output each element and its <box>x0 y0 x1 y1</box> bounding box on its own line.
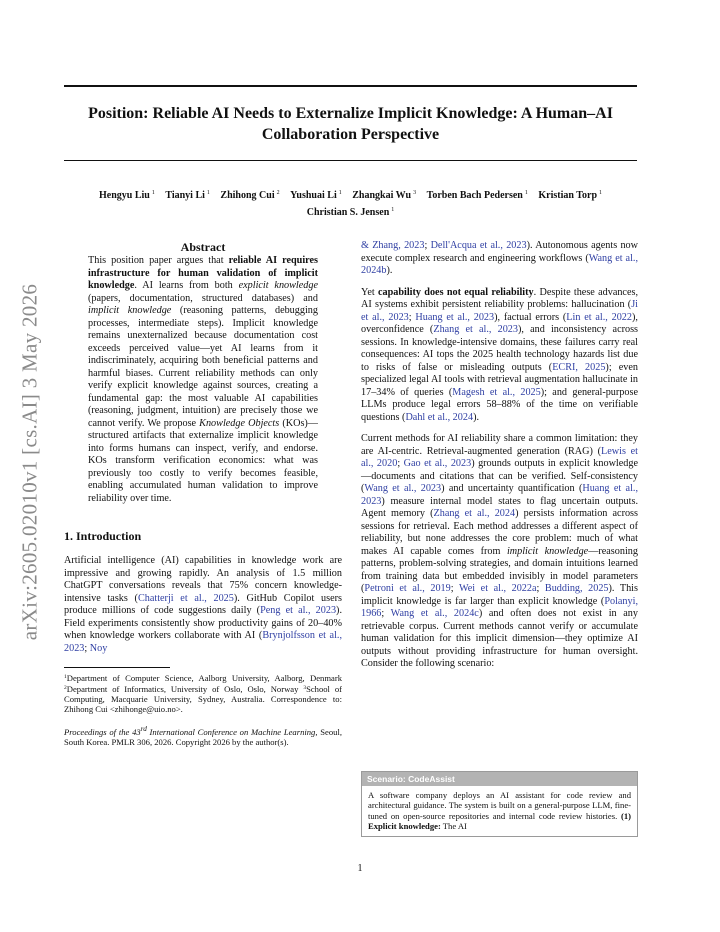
citation-link[interactable]: Lin et al., 2022 <box>566 311 632 323</box>
author: Christian S. Jensen $^1$ <box>306 207 395 218</box>
author: Hengyu Liu $^1$ <box>98 190 155 201</box>
scenario-box <box>361 771 638 837</box>
citation-link[interactable]: Magesh et al., 2025 <box>452 386 541 398</box>
body-paragraph: Current methods for AI reliability share a common limitation: they are AI-centric. Retrieval-augmented generation (RAG) (Lewis et al., 2020; Gao et al., 2023) grounds outputs in explicit knowledge—documents and citations that can be verified. Self-consistency (Wang et al., 2023) and uncertainty quantification (Huang et al., 2023) measure internal model states to flag uncertain outputs. Agent memory (Zhang et al., 2024) persists information across sessions for retrieval. Each method addresses a different aspect of reliability, but none addresses the core problem: much of what makes AI capable comes from implicit knowledge—reasoning patterns, problem-solving strategies, and domain intuitions learned from training data but embedded invisibly in model parameters (Petroni et al., 2019; Wei et al., 2022a; Budding, 2025). This implicit knowledge is far larger than explicit knowledge (Polanyi, 1966; Wang et al., 2024c) and often does not exist in any retrievable corpus. Current methods cannot verify or accumulate human validation for this implicit dimension—they optimize AI outputs without providing infrastructure for human oversight. Consider the following scenario: <box>361 433 638 669</box>
author-list <box>64 186 637 220</box>
citation-link[interactable]: Petroni et al., 2019 <box>364 583 451 594</box>
citation-link[interactable]: Polanyi, 1966 <box>361 595 638 619</box>
citation-link[interactable]: Chatterji et al., 2025 <box>137 592 234 604</box>
citation-link[interactable]: Dell'Acqua et al., 2023 <box>430 240 527 251</box>
title-top-rule <box>64 85 637 87</box>
citation-link[interactable]: Wang et al., 2023 <box>364 483 442 494</box>
intro-paragraph: Artificial intelligence (AI) capabilities in knowledge work are impressive and growing rapidly. An analysis of 1.5 million ChatGPT conversations reveals that 75% concern knowledge-intensive tasks (Chatterji et al., 2025). GitHub Copilot users produce millions of code suggestions daily (Peng et al., 2023). Field experiments consistently show productivity gains of 20–40% when knowledge workers collaborate with AI (Brynjolfsson et al., 2023; Noy <box>64 555 343 654</box>
author: Yushuai Li $^1$ <box>290 190 342 201</box>
citation-link[interactable]: Zhang et al., 2024 <box>433 508 516 519</box>
author: Tianyi Li $^1$ <box>165 190 210 201</box>
citation-link[interactable]: Wang et al., 2024c <box>390 608 479 619</box>
citation-link[interactable]: Lewis et al., 2020 <box>361 445 638 469</box>
body-paragraph: Yet capability does not equal reliability. Despite these advances, AI systems exhibit persistent reliability problems: hallucination (Ji et al., 2023; Huang et al., 2023), factual errors (Lin et al., 2022), overconfidence (Zhang et al., 2023), and inconsistency across sessions. In knowledge-intensive domains, these failures carry real consequences: AI tops the 2025 health technology hazards list due to risks of false or misleading outputs (ECRI, 2025); even specialized legal AI tools with retrieval augmentation hallucinate in 17–34% of queries (Magesh et al., 2025); and general-purpose LLMs produce legal errors 58–88% of the time on verifiable questions (Dahl et al., 2024). <box>361 286 639 423</box>
abstract-text: This position paper argues that reliable AI requires infrastructure for human validation of implicit knowledge. AI learns from both explicit knowledge (papers, documentation, structured databases) and implicit knowledge (reasoning patterns, debugging processes, intermediate steps). Implicit knowledge remains unexternalized because documentation cost exceeds perceived value—yet AI learns from it indiscriminately, acquiring both beneficial patterns and harmful biases. Current reliability methods can only verify explicit knowledge against sources, creating a fundamental gap: the most valuable AI capabilities (reasoning, judgment, intuition) are precisely those we cannot verify. We propose Knowledge Objects (KOs)—structured artifacts that externalize implicit knowledge into forms humans can inspect, verify, and endorse. KOs transform verification economics: what was previously too costly to verify becomes feasible, enabling accumulated human validation to improve reliability over time. <box>88 255 318 504</box>
proceedings-note: Proceedings of the 43rd International Conference on Machine Learning, Seoul, South Korea. PMLR 306, 2026. Copyright 2026 by the author(s). <box>64 725 342 747</box>
citation-link[interactable]: & Zhang, 2023 <box>361 240 425 251</box>
citation-link[interactable]: Wang et al., 2024b <box>361 252 638 276</box>
abstract-heading: Abstract <box>180 240 226 254</box>
affiliation-footnote: $^1$Department of Computer Science, Aalborg University, Aalborg, Denmark $^2$Department of Informatics, University of Oslo, Oslo, Norway $^3$School of Computing, Macquarie University, Sydney, Australia. Correspondence to: Zhihong Cui <zhihonge@uio.no>. <box>64 673 342 714</box>
title-bottom-rule <box>64 160 637 161</box>
paper-title: Position: Reliable AI Needs to Externalize Implicit Knowledge: A Human–AI Collaboration Perspective <box>88 105 613 143</box>
section-heading-introduction: 1. Introduction <box>64 529 142 543</box>
page-number: 1 <box>357 863 363 874</box>
left-column <box>64 240 342 747</box>
citation-link[interactable]: Huang et al., 2023 <box>415 311 495 323</box>
author: Zhangkai Wu $^3$ <box>352 190 417 201</box>
citation-link[interactable]: Zhang et al., 2023 <box>433 324 518 335</box>
citation-link[interactable]: Ji et al., 2023 <box>361 299 638 323</box>
citation-link[interactable]: Peng et al., 2023 <box>260 605 337 616</box>
scenario-title: Scenario: CodeAssist <box>362 772 637 786</box>
citation-link[interactable]: Huang et al., 2023 <box>361 483 638 507</box>
author: Zhihong Cui $^2$ <box>220 190 280 201</box>
author: Torben Bach Pedersen $^1$ <box>426 190 528 201</box>
body-paragraph: & Zhang, 2023; Dell'Acqua et al., 2023). Autonomous agents now execute complex research and engineering workflows (Wang et al., 2024b). <box>361 240 639 276</box>
citation-link[interactable]: Wei et al., 2022a <box>458 583 537 594</box>
citation-link[interactable]: ECRI, 2025 <box>552 361 606 373</box>
citation-link[interactable]: Brynjolfsson et al., 2023 <box>64 630 343 654</box>
footnote-rule <box>64 667 170 668</box>
author: Kristian Torp $^1$ <box>538 190 603 201</box>
citation-link[interactable]: Budding, 2025 <box>544 583 609 594</box>
citation-link[interactable]: Dahl et al., 2024 <box>405 411 474 423</box>
citation-link[interactable]: Noy <box>89 642 108 654</box>
scenario-text: A software company deploys an AI assistant for code review and architectural guidance. The system is built on a general-purpose LLM, fine-tuned on open-source repositories and internal code review histories. (1) Explicit knowledge: The AI <box>368 790 631 832</box>
citation-link[interactable]: Gao et al., 2023 <box>403 458 472 469</box>
right-column <box>361 240 638 671</box>
arxiv-stamp: arXiv:2605.02010v1 [cs.AI] 3 May 2026 <box>17 283 42 641</box>
